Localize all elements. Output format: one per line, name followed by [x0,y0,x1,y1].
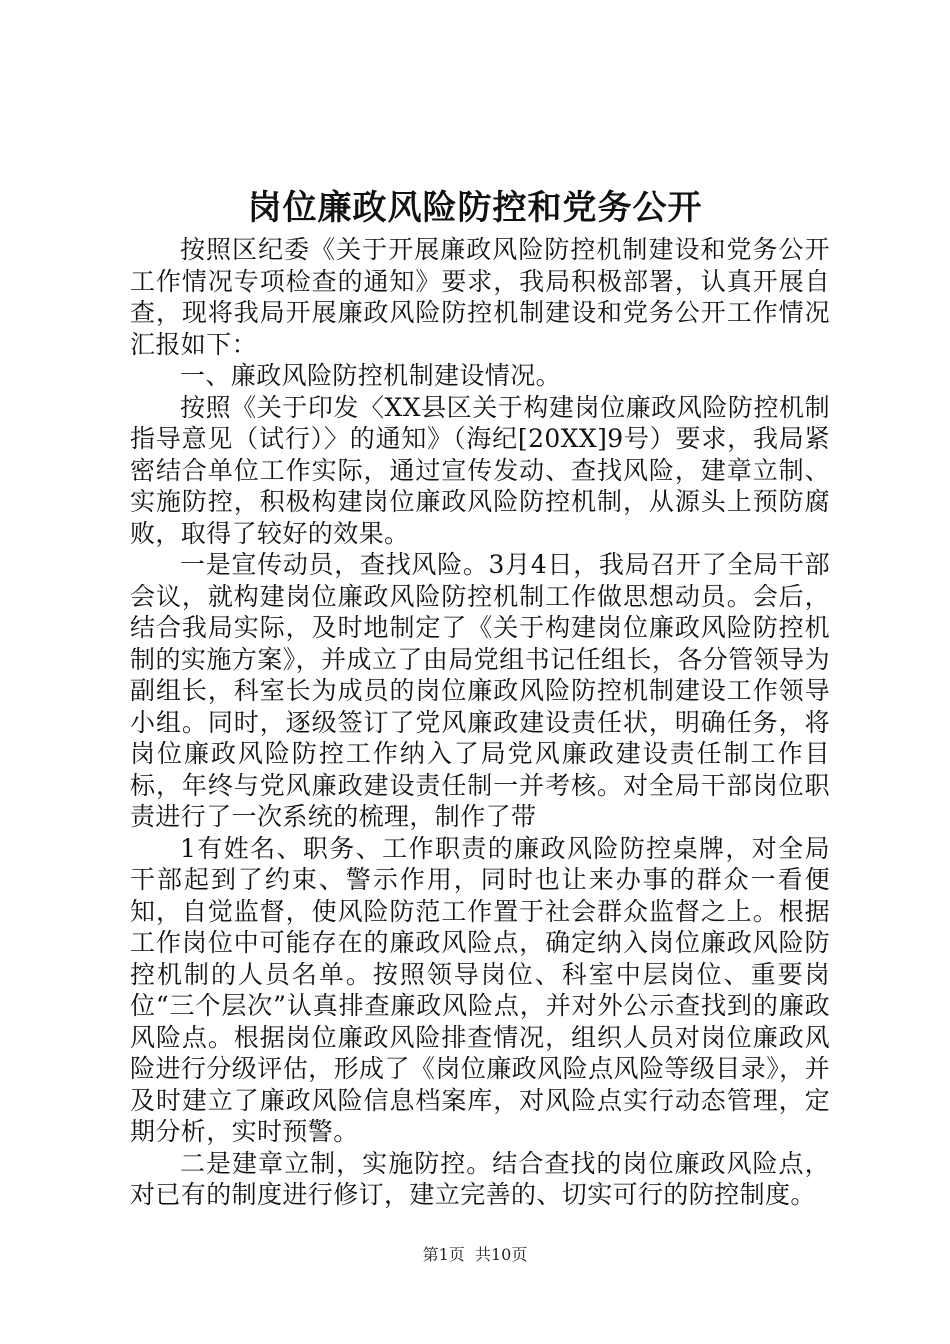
document-title: 岗位廉政风险防控和党务公开 [247,188,703,228]
section-heading-1: 一、廉政风险防控机制建设情况。 [180,361,562,390]
page-number: 第1页 [422,1245,465,1264]
paragraph-desk-sign: 1有姓名、职务、工作职责的廉政风险防控桌牌，对全局干部起到了约束、警示作用，同时也让来办事的群众一看便知，自觉监督，使风险防范工作置于社会群众监督之上。根据工作岗位中可能存在的廉政风险点，确定纳入岗位廉政风险防控机制的人员名单。按照领导岗位、科室中层岗位、重要岗位“三个层次”认真排查廉政风险点，并对外公示查找到的廉政风险点。根据岗位廉政风险排查情况，组织人员对岗位廉政风险进行分级评估，形成了《岗位廉政风险点风险等级目录》，并及时建立了廉政风险信息档案库，对风险点实行动态管理，定期分析，实时预警。 [130,833,830,1146]
document-body [130,234,830,1211]
page-footer [0,1243,950,1267]
paragraph-intro: 按照区纪委《关于开展廉政风险防控机制建设和党务公开工作情况专项检查的通知》要求，我局积极部署，认真开展自查，现将我局开展廉政风险防控机制建设和党务公开工作情况汇报如下： [130,235,830,359]
paragraph-rules: 二是建章立制，实施防控。结合查找的岗位廉政风险点，对已有的制度进行修订，建立完善的、切实可行的防控制度。 [130,1148,830,1209]
page-total: 共10页 [474,1245,528,1264]
paragraph-guidance: 按照《关于印发〈XX县区关于构建岗位廉政风险防控机制指导意见（试行）〉的通知》（海纪[20XX]9号）要求，我局紧密结合单位工作实际，通过宣传发动、查找风险，建章立制、实施防控，积极构建岗位廉政风险防控机制，从源头上预防腐败，取得了较好的效果。 [130,392,830,548]
paragraph-mobilization: 一是宣传动员，查找风险。3月4日，我局召开了全局干部会议，就构建岗位廉政风险防控机制工作做思想动员。会后，结合我局实际，及时地制定了《关于构建岗位廉政风险防控机制的实施方案》，并成立了由局党组书记任组长，各分管领导为副组长，科室长为成员的岗位廉政风险防控机制建设工作领导小组。同时，逐级签订了党风廉政建设责任状，明确任务，将岗位廉政风险防控工作纳入了局党风廉政建设责任制工作目标，年终与党风廉政建设责任制一并考核。对全局干部岗位职责进行了一次系统的梳理，制作了带 [130,550,830,831]
